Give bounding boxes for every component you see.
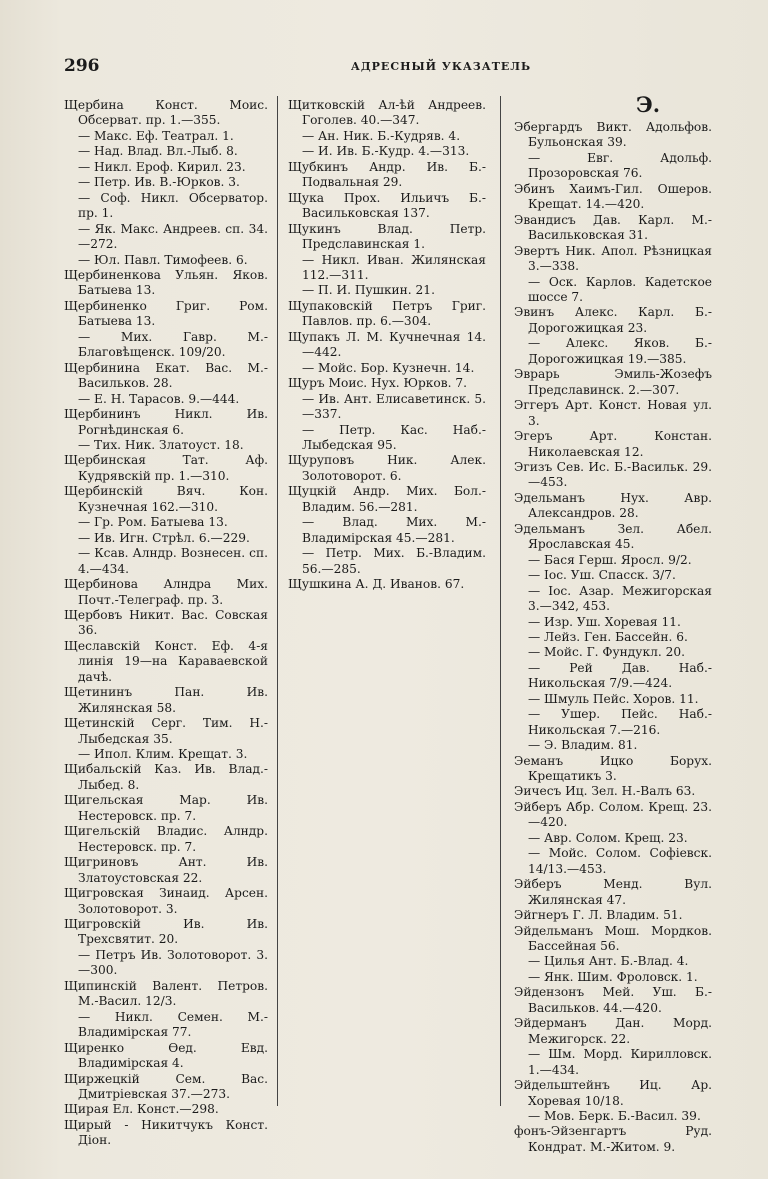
address-entry: — Лейз. Ген. Бассейн. 6. [528,629,688,644]
column-divider [277,96,278,1106]
address-entry: Щербинина Екат. Вас. М.-Васильков. 28. [64,360,268,391]
column-3 [514,92,712,1155]
address-entry: — Э. Владим. 81. [528,738,638,753]
address-entry: — П. И. Пушкин. 21. [302,283,435,298]
address-entry: Щупаковскій Петръ Григ. Павлов. пр. 6.—304. [288,298,486,329]
address-entry: Щигровскій Ив. Ив. Трехсвятит. 20. [64,917,268,947]
address-entry: Эйдельштейнъ Иц. Ар. Хоревая 10/18. [514,1078,712,1108]
address-entry: Щетининъ Пан. Ив. Жилянская 58. [64,685,268,715]
address-entry: Щербиненкова Ульян. Яков. Батыева 13. [64,267,268,298]
address-entry: Щубкинъ Андр. Ив. Б.-Подвальная 29. [288,159,486,190]
address-entry: фонъ-Эйзенгартъ Руд. Кондрат. М.-Житом. 9. [514,1124,712,1154]
address-entry: — Рей Дав. Наб.-Никольская 7/9.—424. [528,660,712,691]
address-entry: Щербина Конст. Моис. Обсерват. пр. 1.—355. [64,98,268,128]
address-entry: Эеманъ Ицко Борух. Крещатикъ 3. [514,753,712,784]
address-entry: — Над. Влад. Вл.-Лыб. 8. [78,144,238,159]
address-entry: Щушкина А. Д. Иванов. 67. [288,577,465,592]
address-entry: — Алекс. Яков. Б.-Дорогожицкая 19.—385. [528,336,712,366]
address-entry: — Янк. Шим. Фроловск. 1. [528,969,698,984]
address-entry: Эггеръ Арт. Конст. Новая ул. 3. [514,398,712,428]
column-1 [64,98,268,1149]
address-entry: — Мойс. Бор. Кузнечн. 14. [302,360,475,375]
address-entry: Щетинскій Серг. Тим. Н.-Лыбедская 35. [64,716,268,746]
address-entry: Щербинова Алндра Мих. Почт.-Телеграф. пр. 3. [64,577,268,607]
address-entry: Эйберъ Менд. Вул. Жилянская 47. [514,877,712,907]
address-entry: — Гр. Ром. Батыева 13. [78,515,228,530]
address-entry: Эвертъ Ник. Апол. Рѣзницкая 3.—338. [514,243,712,274]
address-entry: Щиренко Ѳед. Евд. Владимірская 4. [64,1040,268,1071]
address-entry: Щирая Ел. Конст.—298. [64,1102,219,1117]
address-entry: — Ипол. Клим. Крещат. 3. [78,747,248,762]
running-title: АДРЕСНЫЙ УКАЗАТЕЛЬ [350,60,532,73]
address-entry: Щербинская Тат. Аф. Кудрявскій пр. 1.—310. [64,453,268,483]
address-entry: Эйдензонъ Мей. Уш. Б.-Васильков. 44.—420. [514,985,712,1015]
address-entry: Щупакъ Л. М. Кучнечная 14.—442. [288,329,486,360]
address-entry: Эйберъ Абр. Солом. Крещ. 23.—420. [514,799,712,830]
address-entry: — Изр. Уш. Хоревая 11. [528,614,681,629]
address-entry: — Петр. Мих. Б.-Владим. 56.—285. [302,546,486,576]
address-entry: Щукинъ Влад. Петр. Предславинская 1. [288,221,486,252]
address-entry: — Петр. Ив. В.-Юрков. 3. [78,175,240,190]
address-entry: Эврарь Эмиль-Жозефъ Предславинск. 2.—307. [514,367,712,397]
address-entry: — Петръ Ив. Золотоворот. 3.—300. [78,947,268,978]
column-divider [500,96,501,1106]
address-entry: Щеславскій Конст. Еф. 4-я линія 19—на Караваевской дачѣ. [64,638,268,684]
address-entry: Щуруповъ Ник. Алек. Золотоворот. 6. [288,453,486,483]
page-header [64,56,728,80]
address-entry: Щербининъ Никл. Ив. Рогнѣдинская 6. [64,407,268,437]
address-entry: — Ив. Игн. Стрѣл. 6.—229. [78,530,250,545]
address-entry: — Евг. Адольф. Прозоровская 76. [528,150,712,181]
address-entry: — Бася Герш. Яросл. 9/2. [528,552,692,567]
address-entry: — Ан. Ник. Б.-Кудряв. 4. [302,128,461,143]
address-entry: Щигриновъ Ант. Ив. Златоустовская 22. [64,855,268,885]
address-entry: — Ив. Ант. Елисаветинск. 5.—337. [302,391,486,422]
address-entry: Эгизъ Сев. Ис. Б.-Васильк. 29.—453. [514,459,712,490]
address-entry: — Ушер. Пейс. Наб.-Никольская 7.—216. [528,707,712,737]
address-entry: — Тих. Ник. Златоуст. 18. [78,437,244,452]
address-entry: — И. Ив. Б.-Кудр. 4.—313. [302,144,470,159]
address-entry: — Никл. Ероф. Кирил. 23. [78,159,246,174]
address-entry: Эичесъ Иц. Зел. Н.-Валъ 63. [514,784,696,799]
address-entry: — Влад. Мих. М.-Владимірская 45.—281. [302,515,486,545]
address-entry: Эйдерманъ Дан. Морд. Межигорск. 22. [514,1016,712,1046]
address-entry: — Мов. Берк. Б.-Васил. 39. [528,1109,701,1123]
address-entry: Эдельманъ Зел. Абел. Ярославская 45. [514,521,712,552]
address-entry: Щипинскій Валент. Петров. М.-Васил. 12/3. [64,978,268,1009]
address-entry: Щирый - Никитчукъ Конст. Діон. [64,1117,268,1148]
section-letter: Э. [635,92,660,117]
address-entry: — Мойс. Солом. Софіевск. 14/13.—453. [528,846,712,876]
address-entry: — Авр. Солом. Крещ. 23. [528,830,688,845]
address-entry: — Іос. Уш. Спасск. 3/7. [528,568,676,583]
address-entry: Эгеръ Арт. Констан. Николаевская 12. [514,429,712,459]
address-entry: — Шм. Морд. Кирилловск. 1.—434. [528,1047,712,1077]
page-number: 296 [64,56,100,76]
address-entry: Щербиненко Григ. Ром. Батыева 13. [64,298,268,329]
address-entry: Щербовъ Никит. Вас. Совская 36. [64,607,268,638]
address-entry: — Ксав. Алндр. Вознесен. сп. 4.—434. [78,546,268,576]
address-entry: — Е. Н. Тарасов. 9.—444. [78,391,240,406]
address-entry: — Никл. Иван. Жилянская 112.—311. [302,252,486,282]
address-entry: Щигельская Мар. Ив. Нестеровск. пр. 7. [64,793,268,823]
address-entry: Эйдельманъ Мош. Мордков. Бассейная 56. [514,923,712,954]
address-entry: — Мих. Гавр. М.-Благовѣщенск. 109/20. [78,329,268,360]
address-entry: Щербинскій Вяч. Кон. Кузнечная 162.—310. [64,484,268,514]
address-entry: Щигровская Зинаид. Арсен. Золотоворот. 3. [64,886,268,916]
address-entry: Эбинъ Хаимъ-Гил. Ошеров. Крещат. 14.—420. [514,181,712,212]
address-entry: — Петр. Кас. Наб.-Лыбедская 95. [302,422,486,452]
address-entry: — Никл. Семен. М.-Владимірская 77. [78,1009,268,1040]
address-entry: Щиржецкій Сем. Вас. Дмитріевская 37.—273. [64,1071,268,1101]
address-entry: — Соф. Никл. Обсерватор. пр. 1. [78,190,268,221]
address-entry: Эвандисъ Дав. Карл. М.-Васильковская 31. [514,212,712,243]
column-2 [288,98,486,593]
address-entry: Щитковскій Ал-ѣй Андреев. Гоголев. 40.—347. [288,98,486,128]
address-entry: Эдельманъ Нух. Авр. Александров. 28. [514,490,712,521]
address-entry: — Мойс. Г. Фундукл. 20. [528,645,685,660]
address-entry: — Цилья Ант. Б.-Влад. 4. [528,954,689,969]
address-entry: Щуцкій Андр. Мих. Бол.-Владим. 56.—281. [288,484,486,514]
address-entry: Щуръ Моис. Нух. Юрков. 7. [288,376,467,391]
address-entry: — Юл. Павл. Тимофеев. 6. [78,252,248,267]
address-entry: — Як. Макс. Андреев. сп. 34.—272. [78,221,268,252]
address-entry: — Оск. Карлов. Кадетское шоссе 7. [528,274,712,304]
address-entry: — Макс. Еф. Театрал. 1. [78,128,234,143]
address-entry: — Іос. Азар. Межигорская 3.—342, 453. [528,583,712,614]
address-entry: Эвинъ Алекс. Карл. Б.-Дорогожицкая 23. [514,305,712,335]
address-entry: Щибальскій Каз. Ив. Влад.-Лыбед. 8. [64,762,268,792]
address-entry: Эйгнеръ Г. Л. Владим. 51. [514,908,683,923]
address-entry: Эбергардъ Викт. Адольфов. Бульонская 39. [514,120,712,150]
address-entry: Щука Прох. Ильичъ Б.-Васильковская 137. [288,190,486,221]
address-entry: Щигельскій Владис. Алндр. Нестеровск. пр. 7. [64,824,268,854]
address-entry: — Шмуль Пейс. Хоров. 11. [528,691,699,706]
